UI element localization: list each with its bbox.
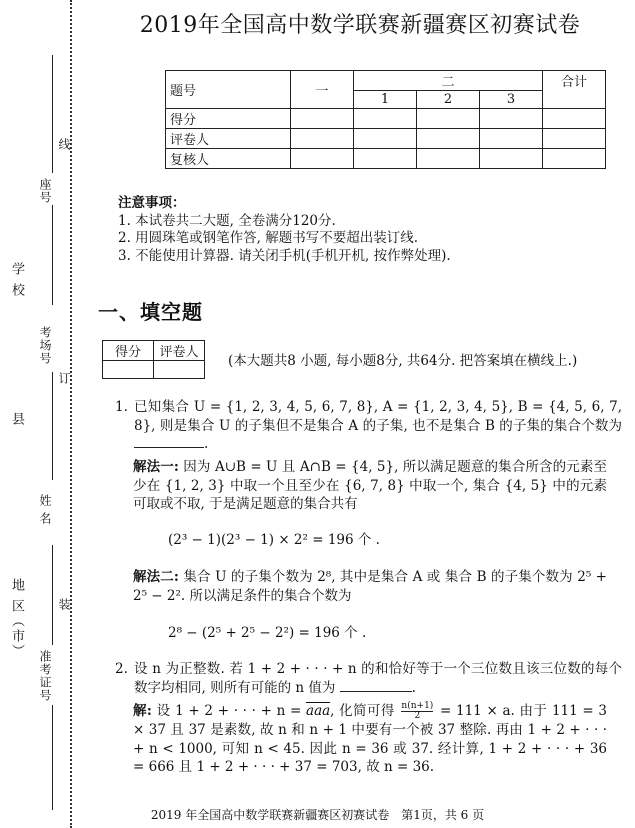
seat-label: 座号 — [38, 178, 52, 204]
grader-score-label: 得分 — [103, 341, 154, 361]
method-label: 解法二: — [133, 569, 179, 585]
header-sub-2: 2 — [417, 91, 480, 109]
q1-equation-1: (2³ − 1)(2³ − 1) × 2² = 196 个 . — [168, 532, 380, 548]
cut-mark: 订 — [57, 372, 71, 385]
district-label: 地 区（市） — [9, 578, 24, 660]
q2-solution — [133, 702, 607, 777]
score-cell[interactable] — [354, 129, 417, 149]
method-label: 解法一: — [133, 459, 179, 475]
fraction-denominator: 2 — [414, 711, 421, 721]
header-part-1: 一 — [291, 71, 354, 109]
header-question-no: 题号 — [166, 71, 291, 109]
score-cell[interactable] — [291, 149, 354, 169]
binding-line — [52, 372, 53, 480]
answer-blank[interactable] — [134, 447, 204, 448]
question-1: 1. 已知集合 U = {1, 2, 3, 4, 5, 6, 7, 8}, A = {1, 2, 3, 4, 5}, B = {4, 5, 6, 7, 8}, 则是集合 U 的子集但不是集合 A 的子集, 也不是集合 B 的子集的集合个数为 . — [115, 399, 622, 452]
solution-text: , 化简可得 — [330, 703, 395, 719]
solution-text: = 111 × a. 由于 111 = 3 × 37 且 37 是素数, 故 n 和 n + 1 中要有一个被 37 整除. 再由 1 + 2 + · · · + n < 1000, 可知 n < 45. 因此 n = 36 或 37. 经计算, 1 + 2 + · · · + 36 = 666 且 1 + 2 + · · · + 37 = 703, 故 n = 36. — [133, 703, 607, 775]
score-cell[interactable] — [543, 109, 606, 129]
score-cell[interactable] — [291, 109, 354, 129]
cut-mark: 线 — [57, 138, 71, 151]
score-cell[interactable] — [543, 149, 606, 169]
section-grader-table — [102, 340, 205, 379]
q1-method-2 — [133, 568, 607, 605]
grader-score-cell[interactable] — [103, 361, 154, 379]
binding-line — [52, 545, 53, 645]
question-text: 已知集合 U = {1, 2, 3, 4, 5, 6, 7, 8}, A = {1, 2, 3, 4, 5}, B = {4, 5, 6, 7, 8}, 则是集合 U 的子集但不是集合 A 的子集, 也不是集合 B 的子集的集合个数为 — [134, 399, 622, 434]
score-cell[interactable] — [543, 129, 606, 149]
score-cell[interactable] — [417, 109, 480, 129]
binding-line — [52, 55, 53, 173]
question-text: 设 n 为正整数. 若 1 + 2 + · · · + n 的和恰好等于一个三位数且该三位数的每个数字均相同, 则所有可能的 n 值为 — [134, 661, 622, 696]
score-cell[interactable] — [354, 149, 417, 169]
exam-room-label: 考场号 — [38, 326, 52, 365]
method-text: 集合 U 的子集个数为 2⁸, 其中是集合 A 或 集合 B 的子集个数为 2⁵ + 2⁵ − 2². 所以满足条件的集合个数为 — [133, 569, 607, 604]
header-sub-1: 1 — [354, 91, 417, 109]
note-item: 1. 本试卷共二大题, 全卷满分120分. — [118, 212, 336, 229]
score-cell[interactable] — [417, 149, 480, 169]
cut-mark: 装 — [57, 598, 71, 611]
cut-line — [70, 0, 72, 828]
header-sub-3: 3 — [480, 91, 543, 109]
grader-name-label: 评卷人 — [154, 341, 205, 361]
row-label-grader: 评卷人 — [166, 129, 291, 149]
q1-method-1 — [133, 458, 607, 514]
county-label: 县 — [9, 412, 24, 427]
page-title: 2019年全国高中数学联赛新疆赛区初赛试卷 — [139, 13, 581, 38]
score-cell[interactable] — [480, 149, 543, 169]
solution-text: 设 1 + 2 + · · · + n = — [156, 703, 307, 719]
binding-line — [52, 205, 53, 305]
solution-label: 解: — [133, 703, 152, 719]
grader-name-cell[interactable] — [154, 361, 205, 379]
row-label-score: 得分 — [166, 109, 291, 129]
row-label-reviewer: 复核人 — [166, 149, 291, 169]
header-total: 合计 — [543, 71, 606, 109]
notes — [118, 195, 451, 265]
score-cell[interactable] — [291, 129, 354, 149]
score-table — [165, 70, 606, 169]
binding-line — [52, 705, 53, 810]
section-title: 一、填空题 — [98, 300, 203, 324]
name-label: 姓 名 — [38, 494, 52, 525]
question-number: 1. — [115, 399, 128, 415]
exam-id-label: 准考证号 — [38, 650, 52, 702]
note-item: 3. 不能使用计算器. 请关闭手机(手机开机, 按作弊处理). — [118, 247, 451, 264]
note-item: 2. 用圆珠笔或钢笔作答, 解题书写不要超出装订线. — [118, 230, 419, 246]
notes-heading: 注意事项： — [118, 195, 186, 211]
question-number: 2. — [115, 661, 128, 677]
question-2: 2. 设 n 为正整数. 若 1 + 2 + · · · + n 的和恰好等于一个三位数且该三位数的每个数字均相同, 则所有可能的 n 值为 . — [115, 661, 622, 696]
fraction-numerator: n(n+1) — [401, 701, 434, 711]
score-cell[interactable] — [417, 129, 480, 149]
score-cell[interactable] — [480, 109, 543, 129]
answer-blank[interactable] — [340, 691, 412, 692]
score-cell[interactable] — [480, 129, 543, 149]
overline-number: $\overline{aaa}$ — [306, 703, 331, 719]
page-footer: 2019 年全国高中数学联赛新疆赛区初赛试卷 第1页，共 6 页 — [150, 808, 485, 822]
school-label: 学 校 — [9, 262, 24, 299]
method-text: 因为 A∪B = U 且 A∩B = {4, 5}, 所以满足题意的集合所含的元素至少在 {1, 2, 3} 中取一个且至少在 {6, 7, 8} 中取一个, 集合 {4, 5} 中的元素可取或不取, 于是满足题意的集合共有 — [133, 459, 608, 512]
header-part-2: 二 — [354, 71, 543, 91]
fraction — [401, 702, 433, 721]
section-instruction: (本大题共8 小题, 每小题8分, 共64分. 把答案填在横线上.) — [228, 353, 578, 369]
score-cell[interactable] — [354, 109, 417, 129]
q1-equation-2: 2⁸ − (2⁵ + 2⁵ − 2²) = 196 个 . — [168, 625, 367, 641]
